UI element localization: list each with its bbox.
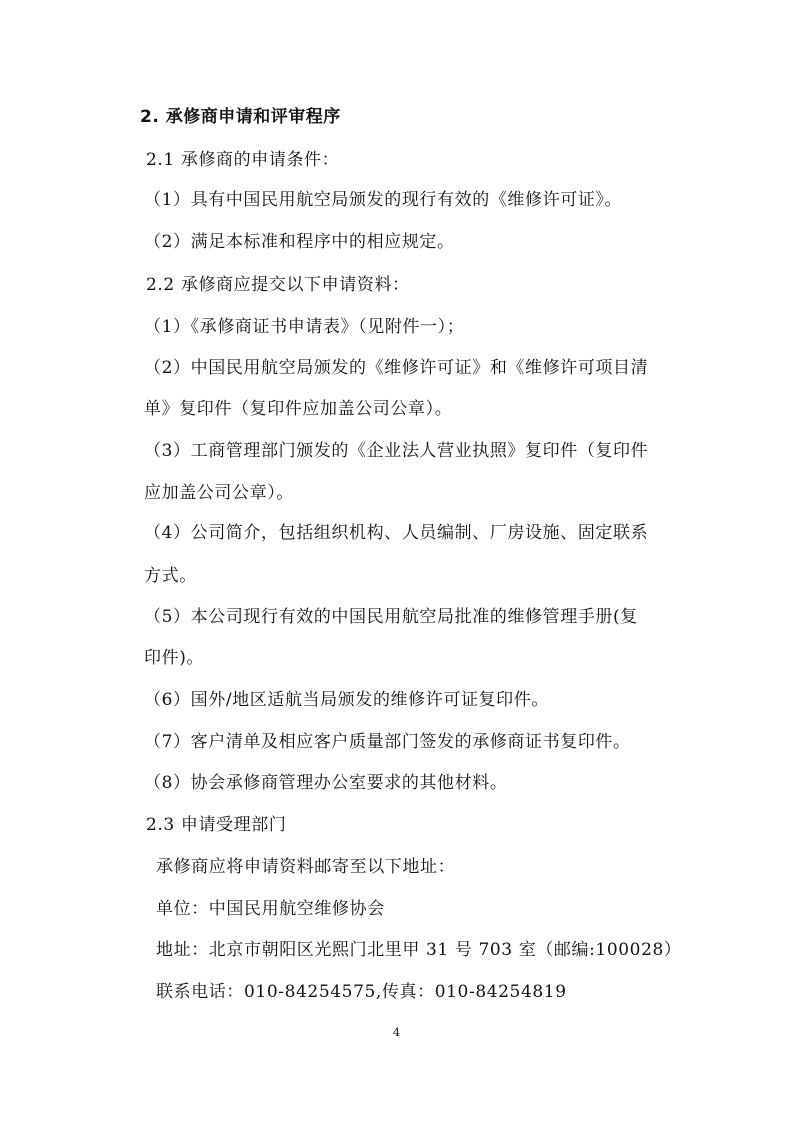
material-item-2-line1: （2）中国民用航空局颁发的《维修许可证》和《维修许可项目清	[144, 358, 649, 378]
subsection-2-2-title: 2.2 承修商应提交以下申请资料：	[146, 275, 410, 295]
material-item-4-line2: 方式。	[144, 566, 197, 586]
material-item-7: （7）客户清单及相应客户质量部门签发的承修商证书复印件。	[144, 732, 631, 752]
material-item-6: （6）国外/地区适航当局颁发的维修许可证复印件。	[144, 690, 549, 710]
mailing-intro: 承修商应将申请资料邮寄至以下地址：	[156, 857, 456, 877]
material-item-1: （1）《承修商证书申请表》（见附件一）；	[144, 317, 465, 337]
material-item-2-line2: 单》复印件（复印件应加盖公司公章）。	[144, 399, 453, 419]
subsection-2-3-title: 2.3 申请受理部门	[146, 815, 287, 835]
contact-phone-fax: 联系电话：010-84254575,传真：010-84254819	[156, 982, 567, 1002]
material-item-3-line2: 应加盖公司公章）。	[144, 483, 294, 503]
material-item-5-line1: （5）本公司现行有效的中国民用航空局批准的维修管理手册(复	[144, 607, 638, 627]
material-item-4-line1: （4）公司简介，包括组织机构、人员编制、厂房设施、固定联系	[144, 523, 649, 543]
mailing-address: 地址：北京市朝阳区光熙门北里甲 31 号 703 室（邮编:100028）	[156, 940, 682, 960]
material-item-3-line1: （3）工商管理部门颁发的《企业法人营业执照》复印件（复印件	[144, 441, 649, 461]
mailing-unit: 单位：中国民用航空维修协会	[156, 899, 385, 919]
page-number: 4	[393, 1026, 400, 1039]
section-heading: 2. 承修商申请和评审程序	[140, 107, 341, 127]
material-item-8: （8）协会承修商管理办公室要求的其他材料。	[144, 773, 508, 793]
material-item-5-line2: 印件)。	[144, 648, 205, 668]
condition-item-2: （2）满足本标准和程序中的相应规定。	[144, 232, 455, 252]
subsection-2-1-title: 2.1 承修商的申请条件：	[146, 150, 340, 170]
condition-item-1: （1）具有中国民用航空局颁发的现行有效的《维修许可证》。	[144, 190, 623, 210]
